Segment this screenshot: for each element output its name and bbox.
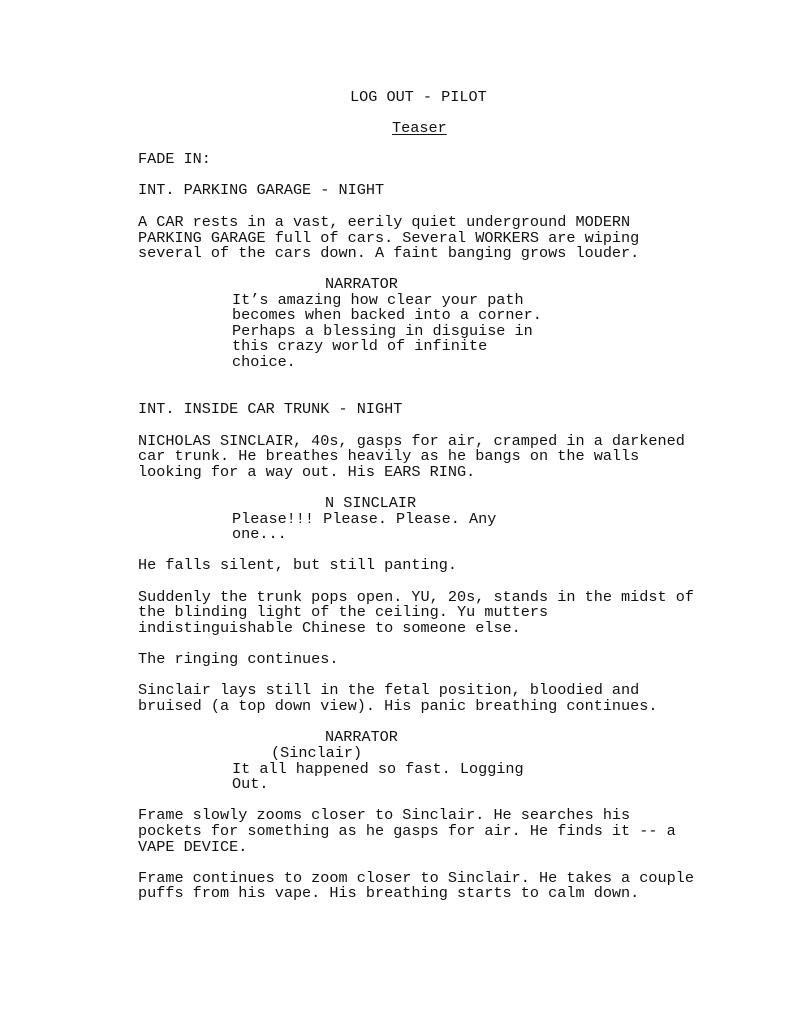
dialogue-line: becomes when backed into a corner. [232, 306, 542, 324]
scene-heading: INT. PARKING GARAGE - NIGHT [138, 181, 385, 199]
script-title: LOG OUT - PILOT [350, 88, 487, 106]
dialogue-line: this crazy world of infinite [232, 337, 488, 355]
action-line: NICHOLAS SINCLAIR, 40s, gasps for air, cramped in a darkened [138, 432, 685, 450]
action-line: bruised (a top down view). His panic breathing continues. [138, 697, 658, 715]
section-title: Teaser [392, 119, 447, 137]
character-name: NARRATOR [325, 728, 398, 746]
action-line: indistinguishable Chinese to someone else. [138, 619, 521, 637]
dialogue-line: It’s amazing how clear your path [232, 291, 524, 309]
character-name: NARRATOR [325, 275, 398, 293]
dialogue-line: one... [232, 525, 287, 543]
dialogue-line: Please!!! Please. Please. Any [232, 510, 497, 528]
action-line: the blinding light of the ceiling. Yu mutters [138, 603, 549, 621]
action-line: VAPE DEVICE. [138, 838, 248, 856]
transition: FADE IN: [138, 150, 211, 168]
scene-heading: INT. INSIDE CAR TRUNK - NIGHT [138, 400, 403, 418]
parenthetical: (Sinclair) [271, 744, 363, 762]
action-line: pockets for something as he gasps for air. He finds it -- a [138, 822, 676, 840]
action-line: puffs from his vape. His breathing starts to calm down. [138, 884, 640, 902]
dialogue-line: It all happened so fast. Logging [232, 760, 524, 778]
action-line: Suddenly the trunk pops open. YU, 20s, stands in the midst of [138, 588, 694, 606]
action-line: looking for a way out. His EARS RING. [138, 463, 476, 481]
dialogue-line: choice. [232, 353, 296, 371]
action-line: PARKING GARAGE full of cars. Several WORKERS are wiping [138, 229, 640, 247]
action-line: Sinclair lays still in the fetal position, bloodied and [138, 681, 640, 699]
dialogue-line: Out. [232, 775, 269, 793]
dialogue-line: Perhaps a blessing in disguise in [232, 322, 533, 340]
action-line: car trunk. He breathes heavily as he bangs on the walls [138, 447, 640, 465]
action-line: several of the cars down. A faint banging grows louder. [138, 244, 640, 262]
action-line: A CAR rests in a vast, eerily quiet underground MODERN [138, 213, 631, 231]
character-name: N SINCLAIR [325, 494, 417, 512]
action-line: Frame slowly zooms closer to Sinclair. He searches his [138, 806, 631, 824]
action-line: The ringing continues. [138, 650, 339, 668]
action-line: Frame continues to zoom closer to Sinclair. He takes a couple [138, 869, 694, 887]
action-line: He falls silent, but still panting. [138, 556, 457, 574]
